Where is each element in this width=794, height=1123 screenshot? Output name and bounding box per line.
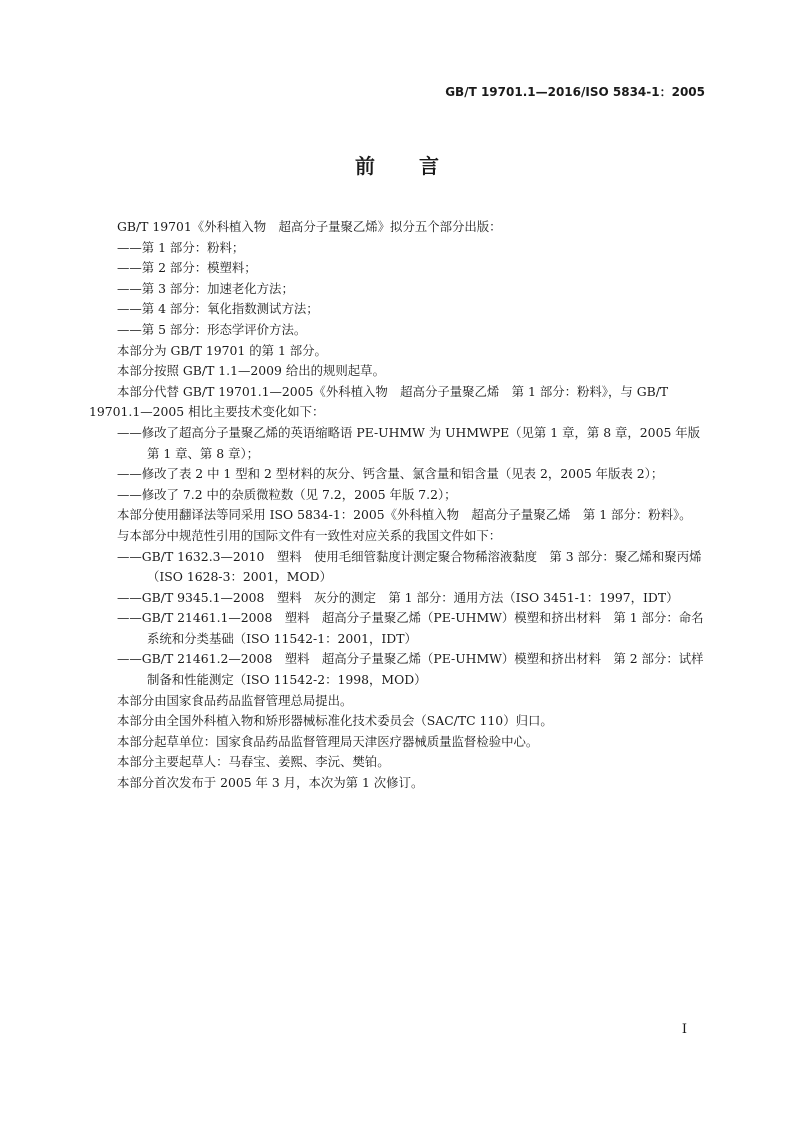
list-item: ——GB/T 21461.1—2008 塑料 超高分子量聚乙烯（PE-UHMW）模塑和挤出材料 第 1 部分：命名系统和分类基础（ISO 11542-1：2001，IDT） (117, 610, 704, 646)
list-item: ——GB/T 1632.3—2010 塑料 使用毛细管黏度计测定聚合物稀溶液黏度 第 3 部分：聚乙烯和聚丙烯（ISO 1628-3：2001，MOD） (117, 548, 702, 585)
document-body (89, 217, 705, 794)
page-number: I (681, 1022, 687, 1037)
list-item: ——第 1 部分：粉料； (117, 239, 245, 255)
paragraph: 本部分起草单位：国家食品药品监督管理局天津医疗器械质量监督检验中心。 (117, 733, 539, 749)
paragraph: 本部分使用翻译法等同采用 ISO 5834-1：2005《外科植入物 超高分子量聚乙烯 第 1 部分：粉料》。 (117, 507, 692, 523)
paragraph: 本部分代替 GB/T 19701.1—2005《外科植入物 超高分子量聚乙烯 第 1 部分：粉料》，与 GB/T 19701.1—2005 相比主要技术变化如下： (89, 383, 669, 420)
list-item: ——第 2 部分：模塑料； (117, 260, 257, 276)
paragraph: 本部分由全国外科植入物和矫形器械标准化技术委员会（SAC/TC 110）归口。 (117, 713, 553, 729)
standard-number: GB/T 19701.1—2016/ISO 5834-1：2005 (445, 85, 705, 99)
list-item: ——第 5 部分：形态学评价方法。 (117, 321, 307, 337)
list-item: ——修改了超高分子量聚乙烯的英语缩略语 PE-UHMW 为 UHMWPE（见第 1 章，第 8 章，2005 年版第 1 章、第 8 章）； (117, 424, 701, 461)
paragraph: 本部分首次发布于 2005 年 3 月，本次为第 1 次修订。 (117, 775, 424, 791)
page-title: 前言 (355, 154, 483, 178)
list-item: ——第 3 部分：加速老化方法； (117, 280, 294, 296)
list-item: ——修改了 7.2 中的杂质微粒数（见 7.2，2005 年版 7.2）； (117, 486, 457, 502)
list-item: ——GB/T 21461.2—2008 塑料 超高分子量聚乙烯（PE-UHMW）模塑和挤出材料 第 2 部分：试样制备和性能测定（ISO 11542-2：1998，MOD） (117, 651, 704, 688)
paragraph: 本部分由国家食品药品监督管理总局提出。 (117, 692, 353, 708)
list-item: ——修改了表 2 中 1 型和 2 型材料的灰分、钙含量、氯含量和铝含量（见表 2，2005 年版表 2）； (117, 466, 664, 482)
paragraph: 本部分按照 GB/T 1.1—2009 给出的规则起草。 (117, 363, 385, 379)
list-item: ——第 4 部分：氧化指数测试方法； (117, 301, 319, 317)
list-item: ——GB/T 9345.1—2008 塑料 灰分的测定 第 1 部分：通用方法（ISO 3451-1：1997，IDT） (117, 589, 679, 605)
paragraph: GB/T 19701《外科植入物 超高分子量聚乙烯》拟分五个部分出版： (117, 219, 502, 234)
paragraph: 本部分主要起草人：马春宝、姜熙、李沅、樊铂。 (117, 754, 390, 770)
paragraph: 与本部分中规范性引用的国际文件有一致性对应关系的我国文件如下： (117, 527, 502, 543)
paragraph: 本部分为 GB/T 19701 的第 1 部分。 (117, 342, 327, 358)
